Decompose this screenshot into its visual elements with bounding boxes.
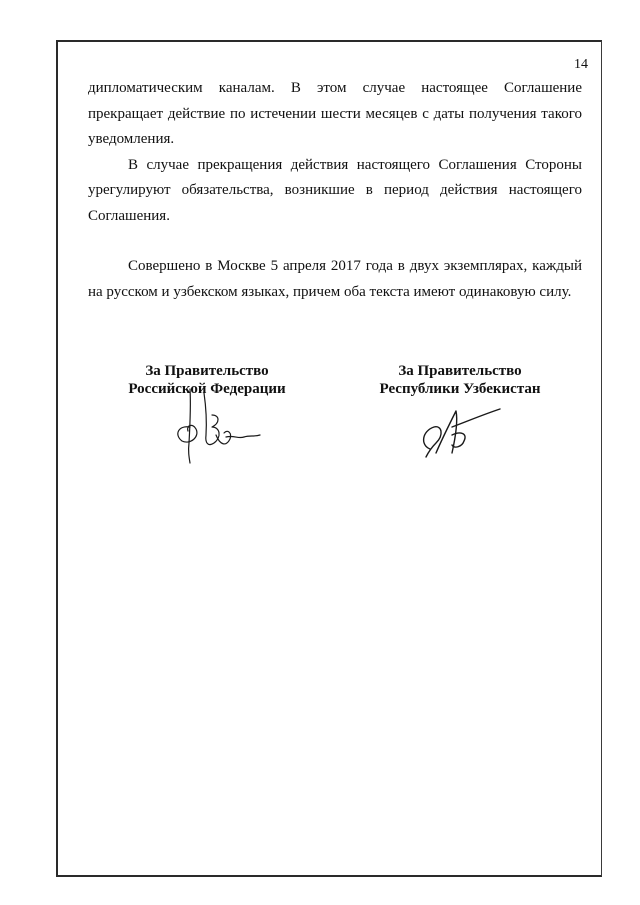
paragraph-done-in-moscow: Совершено в Москве 5 апреля 2017 года в двух экземплярах, каждый на русском и узбекском языках, причем оба текста имеют одинаковую силу.: [88, 258, 582, 300]
signatory-russia-line1: За Правительство: [145, 363, 269, 379]
document-body: [88, 76, 582, 305]
signatory-uzbekistan-line1: За Правительство: [398, 363, 522, 379]
paragraph-termination-notice: дипломатическим каналам. В этом случае настоящее Соглашение прекращает действие по истечении шести месяцев с даты получения такого уведомления.: [88, 80, 582, 147]
page-number: 14: [574, 57, 588, 72]
signatory-uzbekistan-line2: Республики Узбекистан: [379, 381, 541, 397]
signatory-russia-line2: Российской Федерации: [128, 381, 286, 397]
paragraph-obligations: В случае прекращения действия настоящего Соглашения Стороны урегулируют обязательства, возникшие в период действия настоящего Соглашения.: [88, 156, 582, 224]
signatory-block-russia: [97, 362, 317, 398]
signatory-block-uzbekistan: [350, 362, 570, 398]
